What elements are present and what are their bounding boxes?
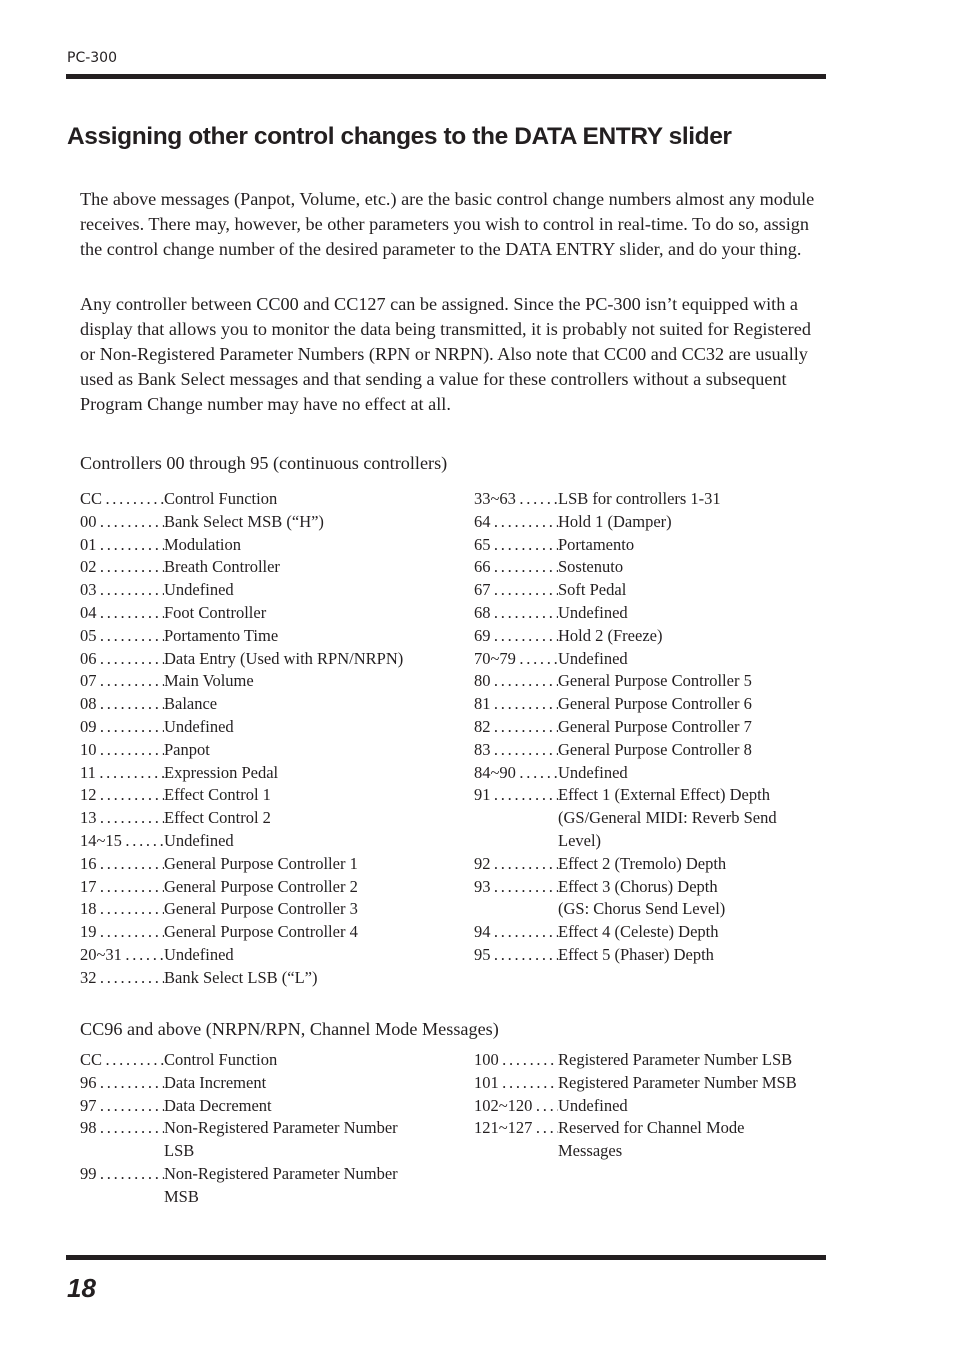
cc-number: 65 . . . — [474, 534, 558, 557]
cc-description: Non-Registered Parameter Number MSB — [164, 1163, 398, 1206]
controller-row — [80, 762, 434, 785]
controller-row — [80, 625, 434, 648]
cc-number: 96 . . . — [80, 1072, 164, 1095]
cc-description: Effect Control 1 — [164, 785, 271, 805]
controller-row — [80, 556, 434, 579]
cc-number: 16 . . . — [80, 853, 164, 876]
cc-description: Undefined — [558, 602, 628, 622]
cc-number: 12 . . . — [80, 784, 164, 807]
cc-number: 68 . . . — [474, 602, 558, 625]
cc-description: Effect 4 (Celeste) Depth — [558, 922, 719, 942]
table1-left-column — [80, 488, 434, 990]
cc-description: Main Volume — [164, 671, 254, 691]
cc-description: Modulation — [164, 534, 241, 554]
cc-number: 83 . . . — [474, 739, 558, 762]
controller-row — [80, 488, 434, 511]
controller-row — [474, 602, 820, 625]
controller-row — [80, 944, 434, 967]
cc-number: 11 . . . — [80, 762, 164, 785]
cc-number: 07 . . . — [80, 670, 164, 693]
controller-row — [474, 921, 820, 944]
cc-description: Portamento — [558, 534, 635, 554]
cc-number: 10 . . . — [80, 739, 164, 762]
cc-number: 01 . . . — [80, 534, 164, 557]
cc-description: Data Decrement — [164, 1095, 272, 1115]
cc-number: 101 . . . — [474, 1072, 558, 1095]
controller-row — [474, 876, 820, 922]
page-number: 18 — [67, 1273, 96, 1303]
cc-number: 84~90 . . . — [474, 762, 558, 785]
cc-number: 66 . . . — [474, 556, 558, 579]
cc-description: Registered Parameter Number MSB — [558, 1072, 797, 1092]
cc-number: 69 . . . — [474, 625, 558, 648]
cc-description: General Purpose Controller 3 — [164, 899, 358, 919]
cc-number: 81 . . . — [474, 693, 558, 716]
cc-description: Expression Pedal — [164, 762, 279, 782]
cc-number: CC . . . — [80, 488, 164, 511]
controller-row — [474, 1095, 820, 1118]
cc-description: Soft Pedal — [558, 580, 627, 600]
cc-description: Undefined — [558, 648, 628, 668]
cc-description: Control Function — [164, 1050, 278, 1069]
cc-description: Portamento Time — [164, 625, 279, 645]
cc-number: 70~79 . . . — [474, 648, 558, 671]
controller-row — [474, 693, 820, 716]
cc-number: 93 . . . — [474, 876, 558, 922]
controller-row — [80, 784, 434, 807]
cc-description: Undefined — [164, 830, 234, 850]
cc-description: General Purpose Controller 8 — [558, 739, 752, 759]
cc-description: General Purpose Controller 1 — [164, 853, 358, 873]
cc-description: Effect 2 (Tremolo) Depth — [558, 853, 727, 873]
controller-row — [80, 853, 434, 876]
controller-row — [80, 1163, 434, 1209]
cc-description: General Purpose Controller 5 — [558, 671, 752, 691]
cc-description: Undefined — [558, 1095, 628, 1115]
controller-row — [80, 967, 434, 990]
cc-number: 14~15 . . . — [80, 830, 164, 853]
cc-description: Effect 5 (Phaser) Depth — [558, 944, 714, 964]
intro-paragraph: The above messages (Panpot, Volume, etc.) are the basic control change numbers almost any module receives. There may, however, be other parameters you wish to control in real-time. To do so, assign the control change number of the desired parameter to the DATA ENTRY slider, and do your thing. — [80, 189, 815, 259]
controller-row — [80, 648, 434, 671]
cc-description: Effect Control 2 — [164, 808, 271, 828]
cc-number: 33~63 . . . — [474, 488, 558, 511]
cc-number: 06 . . . — [80, 648, 164, 671]
cc-number: 00 . . . — [80, 511, 164, 534]
footer-rule — [66, 1255, 826, 1260]
controller-row — [474, 716, 820, 739]
cc-description: Undefined — [558, 762, 628, 782]
controller-row — [474, 853, 820, 876]
cc-number: 19 . . . — [80, 921, 164, 944]
cc-number: 97 . . . — [80, 1095, 164, 1118]
controller-row — [80, 602, 434, 625]
cc-description: Undefined — [164, 944, 234, 964]
table1-heading: Controllers 00 through 95 (continuous controllers) — [80, 453, 448, 473]
cc-description: General Purpose Controller 4 — [164, 922, 358, 942]
cc-number: 100 . . . — [474, 1049, 558, 1072]
cc-description: Bank Select MSB (“H”) — [164, 511, 324, 531]
cc-description: Bank Select LSB (“L”) — [164, 967, 318, 987]
cc-number: 09 . . . — [80, 716, 164, 739]
controller-row — [80, 534, 434, 557]
cc-number: 17 . . . — [80, 876, 164, 899]
cc-number: 18 . . . — [80, 898, 164, 921]
cc-description: Balance — [164, 694, 218, 714]
cc-number: 121~127 . . . — [474, 1117, 558, 1163]
cc-description: General Purpose Controller 7 — [558, 716, 752, 736]
cc-description: Hold 1 (Damper) — [558, 511, 672, 531]
cc-number: 82 . . . — [474, 716, 558, 739]
cc-number: 92 . . . — [474, 853, 558, 876]
controller-row — [474, 556, 820, 579]
header-rule — [66, 74, 826, 79]
cc-number: 04 . . . — [80, 602, 164, 625]
cc-number: 03 . . . — [80, 579, 164, 602]
controller-row — [474, 534, 820, 557]
controller-row — [474, 648, 820, 671]
controller-row — [474, 1049, 820, 1072]
cc-description: Data Increment — [164, 1072, 267, 1092]
cc-description: Hold 2 (Freeze) — [558, 625, 663, 645]
header-model-name: PC-300 — [67, 50, 117, 66]
controller-row — [474, 762, 820, 785]
controller-row — [474, 784, 820, 852]
table1-right-column — [474, 488, 820, 967]
cc-description: Panpot — [164, 739, 210, 759]
cc-number: 64 . . . — [474, 511, 558, 534]
cc-description: Breath Controller — [164, 557, 280, 577]
controller-row — [80, 921, 434, 944]
controller-row — [80, 1117, 434, 1163]
controller-row — [80, 511, 434, 534]
controller-row — [80, 693, 434, 716]
cc-description: Data Entry (Used with RPN/NRPN) — [164, 648, 404, 668]
cc-description: Non-Registered Parameter Number LSB — [164, 1118, 398, 1161]
cc-number: 91 . . . — [474, 784, 558, 852]
controller-row — [474, 1117, 820, 1163]
table2-right-column — [474, 1049, 820, 1163]
cc-number: 94 . . . — [474, 921, 558, 944]
cc-number: 98 . . . — [80, 1117, 164, 1163]
controller-row — [80, 898, 434, 921]
cc-description: Foot Controller — [164, 602, 267, 622]
controller-row — [80, 1072, 434, 1095]
cc-number: 05 . . . — [80, 625, 164, 648]
controller-row — [474, 739, 820, 762]
cc-number: 13 . . . — [80, 807, 164, 830]
controller-row — [80, 670, 434, 693]
controller-row — [474, 625, 820, 648]
controller-row — [80, 739, 434, 762]
cc-description: Undefined — [164, 580, 234, 600]
cc-number: 02 . . . — [80, 556, 164, 579]
controller-row — [474, 511, 820, 534]
cc-number: 80 . . . — [474, 670, 558, 693]
cc-description: Registered Parameter Number LSB — [558, 1050, 793, 1069]
controller-row — [80, 579, 434, 602]
cc-description: Sostenuto — [558, 557, 624, 577]
section-title: Assigning other control changes to the DATA ENTRY slider — [67, 123, 732, 150]
cc-number: 95 . . . — [474, 944, 558, 967]
assignment-paragraph: Any controller between CC00 and CC127 can be assigned. Since the PC-300 isn’t equipped with a display that allows you to monitor the data being transmitted, it is probably not suited for Registered or Non-Registered Parameter Numbers (RPN or NRPN). Also note that CC00 and CC32 are usually used as Bank Select messages and that sending a value for these controllers without a subsequent Program Change number may have no effect at all. — [80, 294, 811, 414]
cc-description: Effect 1 (External Effect) Depth (GS/General MIDI: Reverb Send Level) — [558, 785, 777, 850]
cc-description: General Purpose Controller 6 — [558, 694, 752, 714]
controller-row — [474, 488, 820, 511]
cc-description: Reserved for Channel Mode Messages — [558, 1118, 745, 1161]
controller-row — [474, 670, 820, 693]
controller-row — [80, 716, 434, 739]
cc-number: 99 . . . — [80, 1163, 164, 1209]
controller-row — [80, 830, 434, 853]
controller-row — [474, 579, 820, 602]
cc-description: LSB for controllers 1-31 — [558, 489, 721, 508]
controller-row — [80, 807, 434, 830]
controller-row — [80, 876, 434, 899]
controller-row — [474, 1072, 820, 1095]
cc-description: Undefined — [164, 716, 234, 736]
cc-number: 102~120 . . . — [474, 1095, 558, 1118]
table2-left-column — [80, 1049, 434, 1209]
table2-heading: CC96 and above (NRPN/RPN, Channel Mode Messages) — [80, 1019, 499, 1039]
cc-number: CC . . . — [80, 1049, 164, 1072]
cc-number: 67 . . . — [474, 579, 558, 602]
cc-description: General Purpose Controller 2 — [164, 876, 358, 896]
controller-row — [80, 1095, 434, 1118]
cc-number: 08 . . . — [80, 693, 164, 716]
controller-row — [474, 944, 820, 967]
cc-description: Effect 3 (Chorus) Depth (GS: Chorus Send Level) — [558, 876, 726, 919]
cc-description: Control Function — [164, 489, 278, 508]
cc-number: 32 . . . — [80, 967, 164, 990]
cc-number: 20~31 . . . — [80, 944, 164, 967]
controller-row — [80, 1049, 434, 1072]
